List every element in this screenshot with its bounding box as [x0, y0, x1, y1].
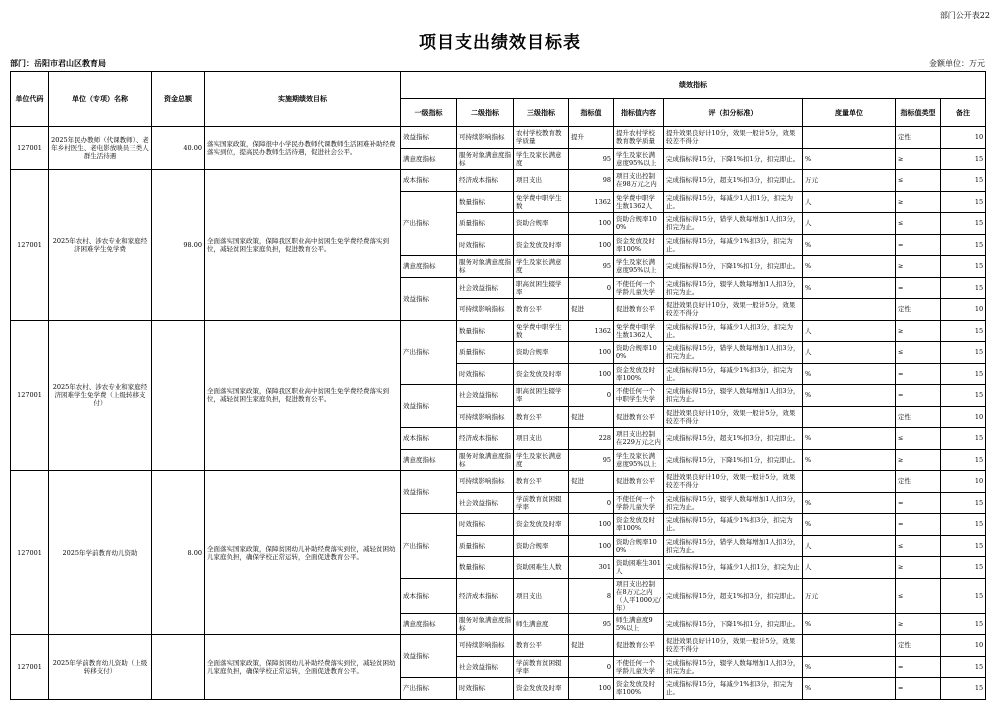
indicator-value-number: 228: [598, 434, 611, 443]
value-type: ≥: [896, 256, 941, 278]
level1-indicator: 效益指标: [401, 385, 457, 428]
value-type: ≤: [896, 428, 941, 450]
level2-indicator: 质量指标: [457, 535, 514, 557]
value-type: =: [896, 234, 941, 256]
measure-unit: %: [803, 656, 896, 678]
level2-indicator: 时效指标: [457, 678, 514, 700]
value-type: 定性: [896, 635, 941, 657]
level3-indicator: 学生及家长满意度: [514, 148, 569, 170]
remark: 15: [941, 535, 986, 557]
value-type: =: [896, 492, 941, 514]
performance-goal: 落实国家政策，保障很中小学民办教师代课教师生活困难补助经费落实到位，提高民办教师生活待遇，促进社会公平。: [205, 127, 401, 170]
performance-goal: 全面落实国家政策，保障贫困幼儿补助经费落实到位，减轻贫困幼儿家庭负担，确保学校正常运转，全面促进教育公平。: [205, 471, 401, 635]
level3-indicator: 免学费中职学生数: [514, 320, 569, 342]
scoring-standard: 完成指标得15分，下降1%扣1分，扣完即止。: [664, 449, 803, 471]
level2-indicator: 服务对象满意度指标: [457, 148, 514, 170]
level3-indicator: 资助合规率: [514, 213, 569, 235]
level3-indicator: 资金发放及时率: [514, 234, 569, 256]
unit-code: 127001: [11, 320, 49, 471]
level1-indicator: 满意度指标: [401, 148, 457, 170]
value-type: 定性: [896, 299, 941, 321]
indicator-value: [569, 613, 614, 635]
indicator-content: 资助困难生301人: [614, 557, 664, 579]
value-type: =: [896, 385, 941, 407]
remark: 10: [941, 127, 986, 149]
indicator-content: 资助合规率100%: [614, 535, 664, 557]
indicator-value-number: 95: [602, 154, 611, 163]
header-content: 指标值内容: [614, 99, 664, 127]
indicator-value-number: 100: [598, 684, 611, 693]
level3-indicator: 项目支出: [514, 170, 569, 192]
measure-unit: 人: [803, 191, 896, 213]
measure-unit: 人: [803, 342, 896, 364]
level2-indicator: 时效指标: [457, 363, 514, 385]
level3-indicator: 资金发放及时率: [514, 363, 569, 385]
table-row: [11, 471, 986, 493]
table-row: [11, 320, 986, 342]
level1-indicator: 效益指标: [401, 127, 457, 149]
indicator-value: [569, 557, 614, 579]
level1-indicator: 产出指标: [401, 678, 457, 700]
level2-indicator: 数量指标: [457, 191, 514, 213]
scoring-standard: 提升效果良好计10分，效果一般计5分，效果较差不得分: [664, 127, 803, 149]
level1-indicator: 成本指标: [401, 428, 457, 450]
level3-indicator: 职高贫困生辍学率: [514, 277, 569, 299]
indicator-value: [569, 234, 614, 256]
level2-indicator: 经济成本指标: [457, 170, 514, 192]
remark: 15: [941, 342, 986, 364]
level3-indicator: 职高贫困生辍学率: [514, 385, 569, 407]
level3-indicator: 资金发放及时率: [514, 678, 569, 700]
indicator-value: [569, 385, 614, 407]
value-type: =: [896, 363, 941, 385]
level3-indicator: 资金发放及时率: [514, 514, 569, 536]
value-type: 定性: [896, 406, 941, 428]
indicator-content: 免学费中职学生数1362人: [614, 320, 664, 342]
indicator-value: [569, 191, 614, 213]
unit-code: 127001: [11, 127, 49, 170]
level1-indicator: 产出指标: [401, 320, 457, 385]
indicator-value-text: 促进: [571, 305, 584, 314]
scoring-standard: 完成指标得15分，每减少1%扣3分，扣完为止。: [664, 514, 803, 536]
fund-total: [152, 320, 205, 471]
fund-total: [152, 635, 205, 700]
level3-indicator: 项目支出: [514, 578, 569, 613]
amount-unit-label: 金额单位：万元: [929, 59, 985, 68]
indicator-content: 促进教育公平: [614, 635, 664, 657]
indicator-value-number: 1362: [594, 326, 611, 335]
header-level2: 二级指标: [457, 99, 514, 127]
scoring-standard: 完成指标得15分，辍学人数每增加1人扣3分，扣完为止。: [664, 277, 803, 299]
unit-code: 127001: [11, 635, 49, 700]
measure-unit: [803, 299, 896, 321]
indicator-value: [569, 299, 614, 321]
value-type: ≤: [896, 342, 941, 364]
level1-indicator: 产出指标: [401, 191, 457, 256]
remark: 15: [941, 449, 986, 471]
level3-indicator: 项目支出: [514, 428, 569, 450]
remark: 15: [941, 363, 986, 385]
table-body: [11, 127, 986, 700]
indicator-value: [569, 406, 614, 428]
fund-total: 98.00: [152, 170, 205, 321]
measure-unit: 人: [803, 535, 896, 557]
scoring-standard: 完成指标得15分，下降1%扣1分，扣完即止。: [664, 148, 803, 170]
value-type: ≥: [896, 148, 941, 170]
value-type: 定性: [896, 471, 941, 493]
indicator-value-number: 100: [598, 348, 611, 357]
scoring-standard: 完成指标得15分，错学人数每增加1人扣3分，扣完为止。: [664, 535, 803, 557]
indicator-content: 提升农村学校教育教学质量: [614, 127, 664, 149]
indicator-value: [569, 428, 614, 450]
indicator-value-number: 98: [602, 176, 611, 185]
project-name: 2025年学前教育幼儿资助: [49, 471, 152, 635]
indicator-value: [569, 635, 614, 657]
table-number: 部门公开表22: [939, 11, 990, 20]
value-type: =: [896, 514, 941, 536]
level2-indicator: 社会效益指标: [457, 385, 514, 407]
level2-indicator: 社会效益指标: [457, 277, 514, 299]
indicator-value: [569, 535, 614, 557]
remark: 10: [941, 406, 986, 428]
indicator-content: 师生满意度95%以上: [614, 613, 664, 635]
level2-indicator: 经济成本指标: [457, 428, 514, 450]
indicator-content: 不使任何一个学龄儿童失学: [614, 277, 664, 299]
measure-unit: [803, 471, 896, 493]
measure-unit: 人: [803, 213, 896, 235]
indicator-value: [569, 148, 614, 170]
scoring-standard: 促进效果良好计10分，效果一般计5分，效果较差不得分: [664, 299, 803, 321]
performance-goal: 全面落实国家政策，保障我区职业高中贫困生免学费经费落实到位，减轻贫困生家庭负担，促进教育公平。: [205, 320, 401, 471]
measure-unit: [803, 406, 896, 428]
level2-indicator: 可持续影响指标: [457, 127, 514, 149]
indicator-content: 学生及家长满意度95%以上: [614, 148, 664, 170]
level2-indicator: 可持续影响指标: [457, 471, 514, 493]
level1-indicator: 效益指标: [401, 635, 457, 678]
measure-unit: %: [803, 492, 896, 514]
remark: 15: [941, 213, 986, 235]
level1-indicator: 满意度指标: [401, 613, 457, 635]
indicator-value-number: 100: [598, 219, 611, 228]
scoring-standard: 完成指标得15分，错学人数每增加1人扣3分，扣完为止。: [664, 213, 803, 235]
indicator-value-number: 0: [606, 498, 611, 507]
level2-indicator: 社会效益指标: [457, 656, 514, 678]
indicator-value-number: 95: [602, 455, 611, 464]
indicator-value: [569, 492, 614, 514]
indicator-value-number: 100: [598, 520, 611, 529]
header-level1: 一级指标: [401, 99, 457, 127]
indicator-content: 项目支出控制在8万元之内（人平1000元/年）: [614, 578, 664, 613]
indicator-value-number: 100: [598, 541, 611, 550]
level3-indicator: 资助合规率: [514, 535, 569, 557]
project-name: 2025年农村、涉农专业和家庭经济困难学生免学费: [49, 170, 152, 321]
scoring-standard: 完成指标得15分，错学人数每增加1人扣3分，扣完为止。: [664, 342, 803, 364]
remark: 10: [941, 471, 986, 493]
measure-unit: [803, 635, 896, 657]
unit-code: 127001: [11, 170, 49, 321]
table-row: [11, 170, 986, 192]
header-goal: 实施期绩效目标: [205, 72, 401, 127]
indicator-value-number: 0: [606, 391, 611, 400]
indicator-content: 不使任何一个中职学生失学: [614, 385, 664, 407]
indicator-value: [569, 363, 614, 385]
level1-indicator: 满意度指标: [401, 256, 457, 278]
header-name: 单位（专项）名称: [49, 72, 152, 127]
level3-indicator: 学前教育贫困辍学率: [514, 656, 569, 678]
remark: 15: [941, 234, 986, 256]
scoring-standard: 完成指标得15分，辍学人数每增加1人扣3分，扣完为止。: [664, 492, 803, 514]
indicator-value-text: 提升: [571, 133, 584, 142]
indicator-value: [569, 277, 614, 299]
indicator-content: 资金发放及时率100%: [614, 363, 664, 385]
level2-indicator: 时效指标: [457, 234, 514, 256]
remark: 15: [941, 578, 986, 613]
measure-unit: %: [803, 428, 896, 450]
indicator-value-number: 100: [598, 369, 611, 378]
department-label: 部门：岳阳市君山区教育局: [10, 58, 106, 68]
header-type: 指标值类型: [896, 99, 941, 127]
scoring-standard: 促进效果良好计10分，效果一般计5分，效果较差不得分: [664, 635, 803, 657]
header-score: 评（扣分标准）: [664, 99, 803, 127]
measure-unit: %: [803, 514, 896, 536]
measure-unit: %: [803, 449, 896, 471]
indicator-value-text: 促进: [571, 641, 584, 650]
performance-table: [10, 71, 986, 700]
indicator-value-number: 8: [606, 591, 611, 600]
value-type: =: [896, 678, 941, 700]
indicator-content: 促进教育公平: [614, 471, 664, 493]
indicator-content: 促进教育公平: [614, 299, 664, 321]
level1-indicator: 满意度指标: [401, 449, 457, 471]
measure-unit: %: [803, 234, 896, 256]
measure-unit: %: [803, 363, 896, 385]
measure-unit: 人: [803, 557, 896, 579]
level1-indicator: 效益指标: [401, 471, 457, 514]
fund-total: 8.00: [152, 471, 205, 635]
indicator-value: [569, 256, 614, 278]
remark: 15: [941, 656, 986, 678]
indicator-content: 资金发放及时率100%: [614, 678, 664, 700]
value-type: =: [896, 277, 941, 299]
value-type: ≤: [896, 170, 941, 192]
indicator-value-number: 0: [606, 283, 611, 292]
level3-indicator: 资助合规率: [514, 342, 569, 364]
scoring-standard: 完成指标得15分，辍学人数每增加1人扣3分，扣完为止。: [664, 656, 803, 678]
indicator-content: 资助合规率100%: [614, 342, 664, 364]
level3-indicator: 学前教育贫困辍学率: [514, 492, 569, 514]
page-title: 项目支出绩效目标表: [419, 33, 581, 53]
remark: 15: [941, 148, 986, 170]
header-measure: 度量单位: [803, 99, 896, 127]
header-note: 备注: [941, 99, 986, 127]
scoring-standard: 完成指标得15分，每减少1%扣3分，扣完为止。: [664, 678, 803, 700]
scoring-standard: 完成指标得15分，辍学人数每增加1人扣3分，扣完为止。: [664, 385, 803, 407]
header-code: 单位代码: [11, 72, 49, 127]
indicator-value: [569, 471, 614, 493]
level2-indicator: 时效指标: [457, 514, 514, 536]
indicator-value: [569, 127, 614, 149]
measure-unit: %: [803, 148, 896, 170]
indicator-value: [569, 449, 614, 471]
level3-indicator: 农村学校教育教学质量: [514, 127, 569, 149]
remark: 15: [941, 678, 986, 700]
scoring-standard: 完成指标得15分，每减少1人扣1分，扣完为止: [664, 557, 803, 579]
level2-indicator: 可持续影响指标: [457, 635, 514, 657]
remark: 15: [941, 557, 986, 579]
header-amount: 资金总额: [152, 72, 205, 127]
indicator-content: 学生及家长满意度95%以上: [614, 449, 664, 471]
header-value: 指标值: [569, 99, 614, 127]
indicator-value-text: 促进: [571, 477, 584, 486]
level3-indicator: 教育公平: [514, 471, 569, 493]
level1-indicator: 成本指标: [401, 170, 457, 192]
scoring-standard: 完成指标得15分，超支1%扣3分，扣完即止。: [664, 170, 803, 192]
scoring-standard: 完成指标得15分，每减少1%扣3分，扣完为止。: [664, 363, 803, 385]
measure-unit: %: [803, 678, 896, 700]
measure-unit: 人: [803, 320, 896, 342]
value-type: ≥: [896, 557, 941, 579]
level1-indicator: 产出指标: [401, 514, 457, 579]
scoring-standard: 完成指标得15分，下降1%扣1分，扣完即止。: [664, 256, 803, 278]
measure-unit: %: [803, 385, 896, 407]
indicator-value: [569, 578, 614, 613]
indicator-content: 资金发放及时率100%: [614, 514, 664, 536]
level2-indicator: 数量指标: [457, 320, 514, 342]
scoring-standard: 完成指标得15分，下降1%扣1分，扣完即止。: [664, 613, 803, 635]
value-type: ≥: [896, 613, 941, 635]
measure-unit: %: [803, 256, 896, 278]
indicator-content: 资助合规率100%: [614, 213, 664, 235]
indicator-value: [569, 656, 614, 678]
indicator-value: [569, 678, 614, 700]
level2-indicator: 服务对象满意度指标: [457, 256, 514, 278]
remark: 15: [941, 170, 986, 192]
level3-indicator: 资助困难生人数: [514, 557, 569, 579]
remark: 15: [941, 492, 986, 514]
indicator-value: [569, 170, 614, 192]
remark: 15: [941, 320, 986, 342]
measure-unit: %: [803, 277, 896, 299]
level3-indicator: 免学费中职学生数: [514, 191, 569, 213]
project-name: 2025年民办教师（代课教师）、老年乡村医生、老电影放映员三类人群生活待遇: [49, 127, 152, 170]
value-type: =: [896, 656, 941, 678]
remark: 15: [941, 256, 986, 278]
indicator-value: [569, 320, 614, 342]
scoring-standard: 完成指标得15分，每减少1人扣1分，扣完为止。: [664, 191, 803, 213]
value-type: ≥: [896, 320, 941, 342]
level3-indicator: 教育公平: [514, 406, 569, 428]
performance-goal: 全面落实国家政策，保障我区职业高中贫困生免学费经费落实到位，减轻贫困生家庭负担，促进教育公平。: [205, 170, 401, 321]
remark: 15: [941, 191, 986, 213]
indicator-content: 免学费中职学生数1362人: [614, 191, 664, 213]
value-type: ≤: [896, 213, 941, 235]
level3-indicator: 教育公平: [514, 299, 569, 321]
indicator-value-number: 95: [602, 262, 611, 271]
table-row: [11, 127, 986, 149]
indicator-content: 促进教育公平: [614, 406, 664, 428]
scoring-standard: 完成指标得15分，每减少1人扣3分，扣完为止。: [664, 320, 803, 342]
indicator-value: [569, 213, 614, 235]
indicator-value-number: 301: [598, 563, 611, 572]
level2-indicator: 质量指标: [457, 213, 514, 235]
remark: 10: [941, 299, 986, 321]
level3-indicator: 学生及家长满意度: [514, 449, 569, 471]
measure-unit: %: [803, 613, 896, 635]
indicator-content: 不使任何一个学龄儿童失学: [614, 656, 664, 678]
header-level3: 三级指标: [514, 99, 569, 127]
measure-unit: 万元: [803, 578, 896, 613]
indicator-value: [569, 514, 614, 536]
measure-unit: [803, 127, 896, 149]
value-type: 定性: [896, 127, 941, 149]
level1-indicator: 成本指标: [401, 578, 457, 613]
value-type: ≤: [896, 578, 941, 613]
indicator-value-text: 促进: [571, 412, 584, 421]
indicator-content: 资金发放及时率100%: [614, 234, 664, 256]
project-name: 2025年农村、涉农专业和家庭经济困难学生免学费（上级转移支付）: [49, 320, 152, 471]
remark: 15: [941, 428, 986, 450]
level2-indicator: 服务对象满意度指标: [457, 449, 514, 471]
level3-indicator: 教育公平: [514, 635, 569, 657]
indicator-value-number: 1362: [594, 197, 611, 206]
value-type: ≤: [896, 535, 941, 557]
indicator-value: [569, 342, 614, 364]
remark: 15: [941, 613, 986, 635]
indicator-value-number: 95: [602, 619, 611, 628]
level2-indicator: 经济成本指标: [457, 578, 514, 613]
scoring-standard: 完成指标得15分，超支1%扣3分，扣完即止。: [664, 578, 803, 613]
indicator-content: 项目支出控制在98万元之内: [614, 170, 664, 192]
measure-unit: 万元: [803, 170, 896, 192]
value-type: ≥: [896, 449, 941, 471]
level2-indicator: 可持续影响指标: [457, 406, 514, 428]
scoring-standard: 完成指标得15分，每减少1%扣3分，扣完为止。: [664, 234, 803, 256]
level3-indicator: 师生满意度: [514, 613, 569, 635]
indicator-value-number: 0: [606, 662, 611, 671]
unit-code: 127001: [11, 471, 49, 635]
level3-indicator: 学生及家长满意度: [514, 256, 569, 278]
level2-indicator: 服务对象满意度指标: [457, 613, 514, 635]
level2-indicator: 质量指标: [457, 342, 514, 364]
value-type: ≥: [896, 191, 941, 213]
indicator-content: 不使任何一个学龄儿童失学: [614, 492, 664, 514]
level2-indicator: 数量指标: [457, 557, 514, 579]
table-row: [11, 635, 986, 657]
indicator-value-number: 100: [598, 240, 611, 249]
remark: 15: [941, 385, 986, 407]
indicator-content: 项目支出控制在229万元之内: [614, 428, 664, 450]
project-name: 2025年学前教育幼儿资助（上级转移支付）: [49, 635, 152, 700]
remark: 15: [941, 277, 986, 299]
scoring-standard: 完成指标得15分，超支1%扣3分，扣完即止。: [664, 428, 803, 450]
level2-indicator: 社会效益指标: [457, 492, 514, 514]
header-performance: 绩效指标: [401, 72, 986, 99]
indicator-content: 学生及家长满意度95%以上: [614, 256, 664, 278]
remark: 15: [941, 514, 986, 536]
remark: 10: [941, 635, 986, 657]
scoring-standard: 促进效果良好计10分，效果一般计5分，效果较差不得分: [664, 406, 803, 428]
scoring-standard: 促进效果良好计10分，效果一般计5分，效果较差不得分: [664, 471, 803, 493]
level1-indicator: 效益指标: [401, 277, 457, 320]
level2-indicator: 可持续影响指标: [457, 299, 514, 321]
performance-goal: 全面落实国家政策，保障贫困幼儿补助经费落实到位，减轻贫困幼儿家庭负担，确保学校正常运转，全面促进教育公平。: [205, 635, 401, 700]
fund-total: 40.00: [152, 127, 205, 170]
